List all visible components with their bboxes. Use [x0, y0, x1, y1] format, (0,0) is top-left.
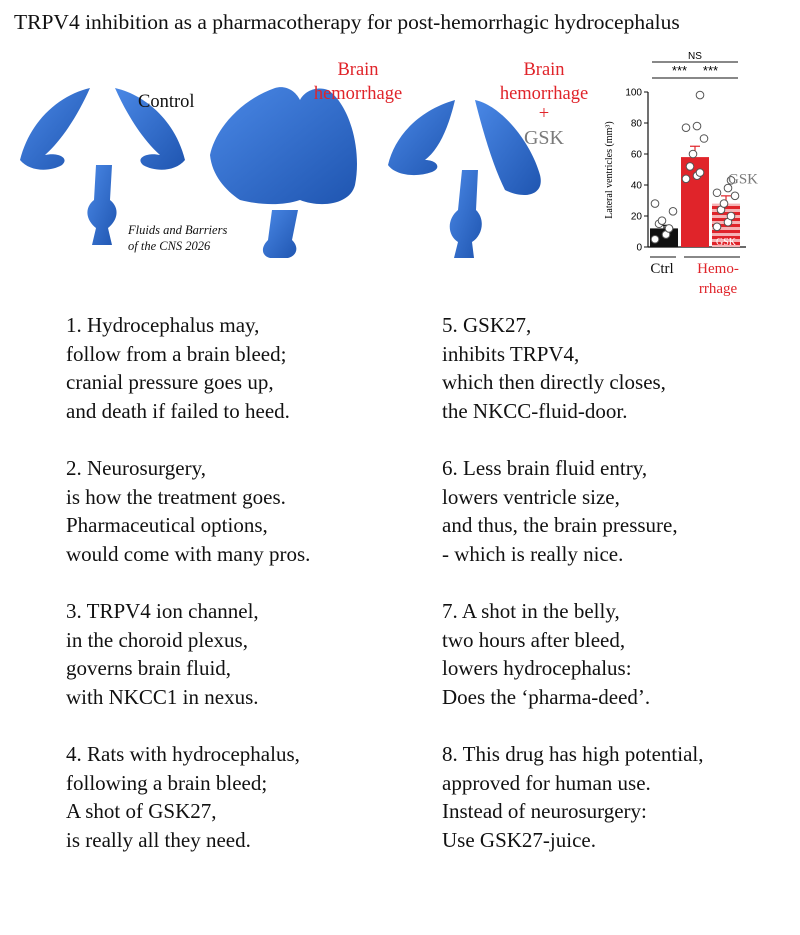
poem-stanza — [442, 740, 704, 854]
label-hemorrhage — [308, 58, 408, 106]
data-point — [713, 189, 721, 197]
y-tick-label: 40 — [630, 180, 642, 192]
poem-line: 6. Less brain fluid entry, — [442, 455, 648, 480]
poem-line: 5. GSK27, — [442, 313, 532, 337]
data-point — [700, 135, 708, 143]
poem-stanza — [66, 454, 310, 568]
poem-line: cranial pressure goes up, — [66, 370, 274, 395]
poem-line: Pharmaceutical options, — [66, 513, 268, 538]
data-point — [731, 192, 739, 200]
poem-stanza — [442, 597, 704, 711]
data-point — [665, 225, 673, 233]
data-point — [727, 212, 735, 220]
poem-line: which then directly closes, — [442, 370, 666, 395]
label-hemorrhage-gsk-line: Brain — [523, 60, 565, 80]
poem-line: 1. Hydrocephalus may, — [66, 313, 260, 337]
page-title: TRPV4 inhibition as a pharmacotherapy for post-hemorrhagic hydrocephalus — [14, 10, 680, 34]
poem-line: with NKCC1 in nexus. — [66, 684, 259, 709]
category-label: rrhage — [698, 281, 738, 297]
poem-stanza — [66, 740, 310, 854]
bar-inner-label: GSK — [715, 237, 737, 248]
label-hemorrhage-line: hemorrhage — [313, 84, 403, 104]
data-point — [696, 169, 704, 177]
poem-line: approved for human use. — [442, 770, 651, 795]
data-point — [651, 235, 659, 243]
poem-line: A shot of GSK27, — [66, 799, 217, 824]
bar — [681, 157, 709, 247]
poem-line: and thus, the brain pressure, — [442, 513, 678, 538]
poem-line: in the choroid plexus, — [66, 627, 248, 652]
poem-stanza — [442, 311, 704, 425]
label-hemorrhage-gsk-gsk: GSK — [523, 127, 564, 149]
poem-left-column — [66, 311, 310, 883]
poem-line: lowers ventricle size, — [442, 484, 620, 509]
data-point — [682, 175, 690, 183]
poem-line: 2. Neurosurgery, — [66, 455, 206, 480]
poem-line: Instead of neurosurgery: — [442, 799, 647, 824]
poem-line: governs brain fluid, — [66, 656, 232, 681]
data-point — [689, 150, 697, 158]
y-tick-label: 0 — [636, 242, 642, 254]
significance-label: NS — [688, 51, 702, 62]
data-point — [720, 200, 728, 208]
poem-line: two hours after bleed, — [442, 627, 626, 652]
poem-line: lowers hydrocephalus: — [442, 656, 632, 681]
poem-line: is really all they need. — [66, 827, 251, 852]
poem-line: the NKCC-fluid-door. — [442, 398, 628, 423]
hemorrhage-ventricles — [210, 87, 357, 258]
y-tick-label: 100 — [625, 87, 642, 99]
poem-stanza — [66, 311, 310, 425]
y-tick-label: 20 — [630, 211, 642, 223]
data-point — [696, 91, 704, 99]
label-hemorrhage-gsk-line: hemorrhage — [499, 84, 589, 104]
y-tick-label: 80 — [630, 118, 642, 130]
poem-line: Does the ‘pharma-deed’. — [442, 684, 651, 709]
poem-line: would come with many pros. — [66, 541, 311, 566]
poem-line: 8. This drug has high potential, — [442, 741, 704, 766]
bar-label: GSK — [728, 171, 759, 188]
y-axis-label: Lateral ventricles (mm³) — [604, 121, 615, 219]
poem-line: following a brain bleed; — [66, 770, 268, 795]
poem-stanza — [66, 597, 310, 711]
poem-line: is how the treatment goes. — [66, 484, 286, 509]
label-hemorrhage-gsk-plus: + — [538, 104, 550, 124]
citation-line: Fluids and Barriers — [128, 223, 228, 237]
data-point — [682, 124, 690, 132]
data-point — [693, 122, 701, 130]
label-hemorrhage-gsk — [492, 58, 596, 150]
ventricle-volume-chart — [598, 50, 768, 300]
category-label: Ctrl — [650, 261, 674, 277]
poem-line: follow from a brain bleed; — [66, 341, 287, 366]
label-hemorrhage-line: Brain — [337, 60, 379, 80]
poem-line: and death if failed to heed. — [66, 398, 290, 423]
poem-right-column — [442, 311, 704, 883]
poem-line: 7. A shot in the belly, — [442, 598, 620, 623]
poem-line: Use GSK27-juice. — [442, 827, 596, 852]
y-tick-label: 60 — [630, 149, 642, 161]
data-point — [669, 208, 677, 216]
category-label: Hemo- — [697, 261, 739, 277]
citation — [128, 222, 227, 254]
poem-stanza — [442, 454, 704, 568]
poem-line: inhibits TRPV4, — [442, 341, 580, 366]
label-control: Control — [138, 92, 195, 112]
significance-label: *** — [671, 63, 688, 78]
data-point — [686, 163, 694, 171]
poem-line: 3. TRPV4 ion channel, — [66, 598, 259, 623]
poem-line: - which is really nice. — [442, 541, 624, 566]
data-point — [658, 217, 666, 225]
poem-line: 4. Rats with hydrocephalus, — [66, 741, 300, 766]
significance-label: *** — [702, 63, 719, 78]
data-point — [651, 200, 659, 208]
citation-line: of the CNS 2026 — [128, 239, 211, 253]
data-point — [713, 223, 721, 231]
